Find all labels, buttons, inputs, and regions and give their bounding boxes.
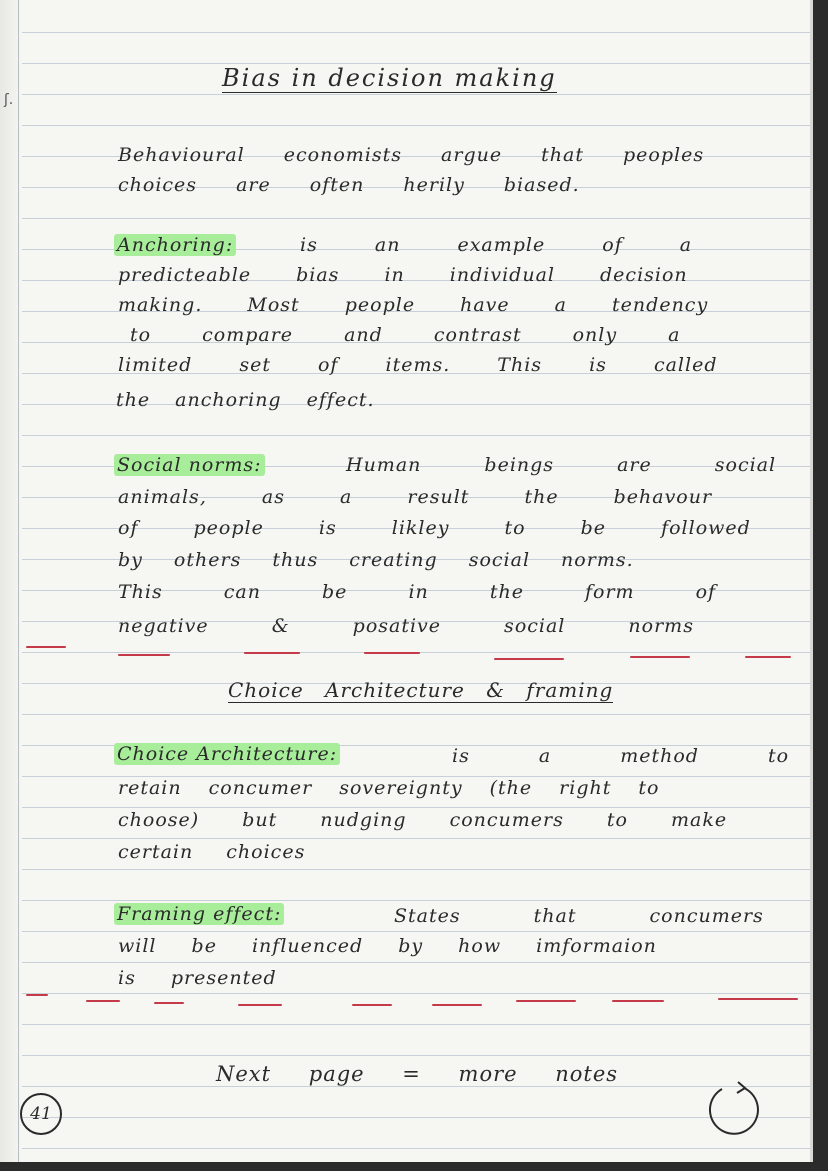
separator-dash xyxy=(718,998,798,1000)
anchoring-line: limited set of items. This is called xyxy=(118,354,718,376)
page-number: 41 xyxy=(20,1093,62,1135)
social-norms-term: Social norms: xyxy=(114,453,265,477)
anchoring-term: Anchoring: xyxy=(114,233,236,257)
anchoring-line: the anchoring effect. xyxy=(116,389,375,411)
anchoring-line: making. Most people have a tendency xyxy=(118,294,709,316)
separator-dash xyxy=(154,1002,184,1004)
margin-mark: ʃ. xyxy=(4,92,14,108)
social-norms-line: Human beings are social xyxy=(346,454,777,476)
separator-dash xyxy=(238,1004,282,1006)
separator-dash xyxy=(745,656,791,658)
separator-dash xyxy=(516,1000,576,1002)
social-norms-line: by others thus creating social norms. xyxy=(118,549,634,571)
framing-effect-line: will be influenced by how imformaion xyxy=(118,935,657,957)
framing-effect-line: States that concumers xyxy=(394,905,764,927)
social-norms-line: of people is likley to be followed xyxy=(118,517,751,539)
page-title: Bias in decision making xyxy=(222,64,557,92)
separator-dash xyxy=(118,654,170,656)
next-page-note: Next page = more notes xyxy=(216,1062,619,1086)
anchoring-line: is an example of a xyxy=(300,234,693,256)
choice-architecture-line: certain choices xyxy=(118,841,306,863)
separator-dash xyxy=(352,1004,392,1006)
social-norms-line: This can be in the form of xyxy=(118,581,717,603)
choice-architecture-term: Choice Architecture: xyxy=(114,742,340,766)
intro-text: Behavioural economists argue that peoples choices are often herily biased. xyxy=(118,144,705,196)
anchoring-line: predicteable bias in individual decision xyxy=(118,264,688,286)
separator-dash xyxy=(86,1000,120,1002)
choice-architecture-line: choose) but nudging concumers to make xyxy=(118,809,728,831)
choice-architecture-line: is a method to xyxy=(452,745,790,767)
separator-dash xyxy=(26,994,48,996)
social-norms-line: animals, as a result the behavour xyxy=(118,486,713,508)
separator-dash xyxy=(630,656,690,658)
framing-effect-term: Framing effect: xyxy=(114,902,284,926)
separator-dash xyxy=(26,646,66,648)
choice-architecture-line: retain concumer sovereignty (the right to xyxy=(118,777,660,799)
separator-dash xyxy=(612,1000,664,1002)
framing-effect-line: is presented xyxy=(118,967,277,989)
separator-dash xyxy=(432,1004,482,1006)
social-norms-line: negative & posative social norms xyxy=(118,615,694,637)
margin-line xyxy=(18,0,19,1162)
separator-dash xyxy=(244,652,300,654)
separator-dash xyxy=(364,652,420,654)
separator-dash xyxy=(494,658,564,660)
turn-page-icon xyxy=(700,1076,764,1140)
anchoring-line: to compare and contrast only a xyxy=(130,324,681,346)
section-subtitle: Choice Architecture & framing xyxy=(228,678,614,702)
